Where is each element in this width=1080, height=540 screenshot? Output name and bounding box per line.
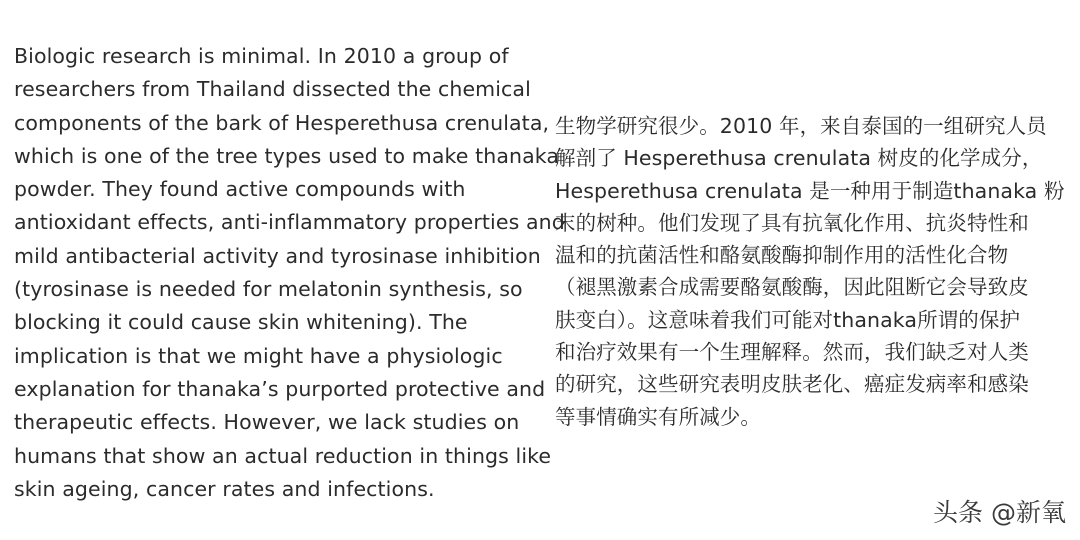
english-line: explanation for thanaka’s purported protective and [14, 376, 546, 401]
english-line: components of the bark of Hesperethusa crenulata, [14, 110, 550, 135]
chinese-line: 和治疗效果有一个生理解释。然而，我们缺乏对人类 [555, 340, 1029, 365]
chinese-line: 温和的抗菌活性和酪氨酸酶抑制作用的活性化合物 [555, 243, 1009, 268]
chinese-line: 末的树种。他们发现了具有抗氧化作用、抗炎特性和 [555, 210, 1029, 235]
english-line: antioxidant effects, anti-inflammatory properties and [14, 210, 565, 235]
english-line: which is one of the tree types used to make thanaka [14, 143, 560, 168]
chinese-line: （褪黑激素合成需要酪氨酸酶，因此阻断它会导致皮 [555, 275, 1029, 300]
chinese-line: 生物学研究很少。2010 年，来自泰国的一组研究人员 [555, 114, 1047, 138]
english-line: Biologic research is minimal. In 2010 a group of [14, 44, 509, 68]
english-paragraph [14, 40, 565, 506]
chinese-line: 肤变白）。这意味着我们可能对thanaka所谓的保护 [555, 307, 1021, 332]
english-line: powder. They found active compounds with [14, 177, 466, 202]
english-line: blocking it could cause skin whitening). The [14, 310, 468, 335]
english-line: therapeutic effects. However, we lack studies on [14, 410, 520, 435]
english-line: humans that show an actual reduction in things like [14, 443, 552, 468]
english-line: mild antibacterial activity and tyrosinase inhibition [14, 243, 541, 268]
english-line: implication is that we might have a physiologic [14, 343, 503, 368]
english-line: researchers from Thailand dissected the chemical [14, 77, 531, 102]
english-line: (tyrosinase is needed for melatonin synthesis, so [14, 277, 523, 302]
source-watermark: 头条 @新氧 [933, 498, 1066, 527]
chinese-line: Hesperethusa crenulata 是一种用于制造thanaka 粉 [555, 178, 1065, 203]
chinese-paragraph [555, 110, 1075, 433]
english-line: skin ageing, cancer rates and infections. [14, 476, 435, 501]
chinese-line: 的研究，这些研究表明皮肤老化、癌症发病率和感染 [555, 372, 1029, 397]
chinese-line: 等事情确实有所减少。 [555, 404, 761, 429]
chinese-line: 解剖了 Hesperethusa crenulata 树皮的化学成分， [555, 146, 1043, 171]
